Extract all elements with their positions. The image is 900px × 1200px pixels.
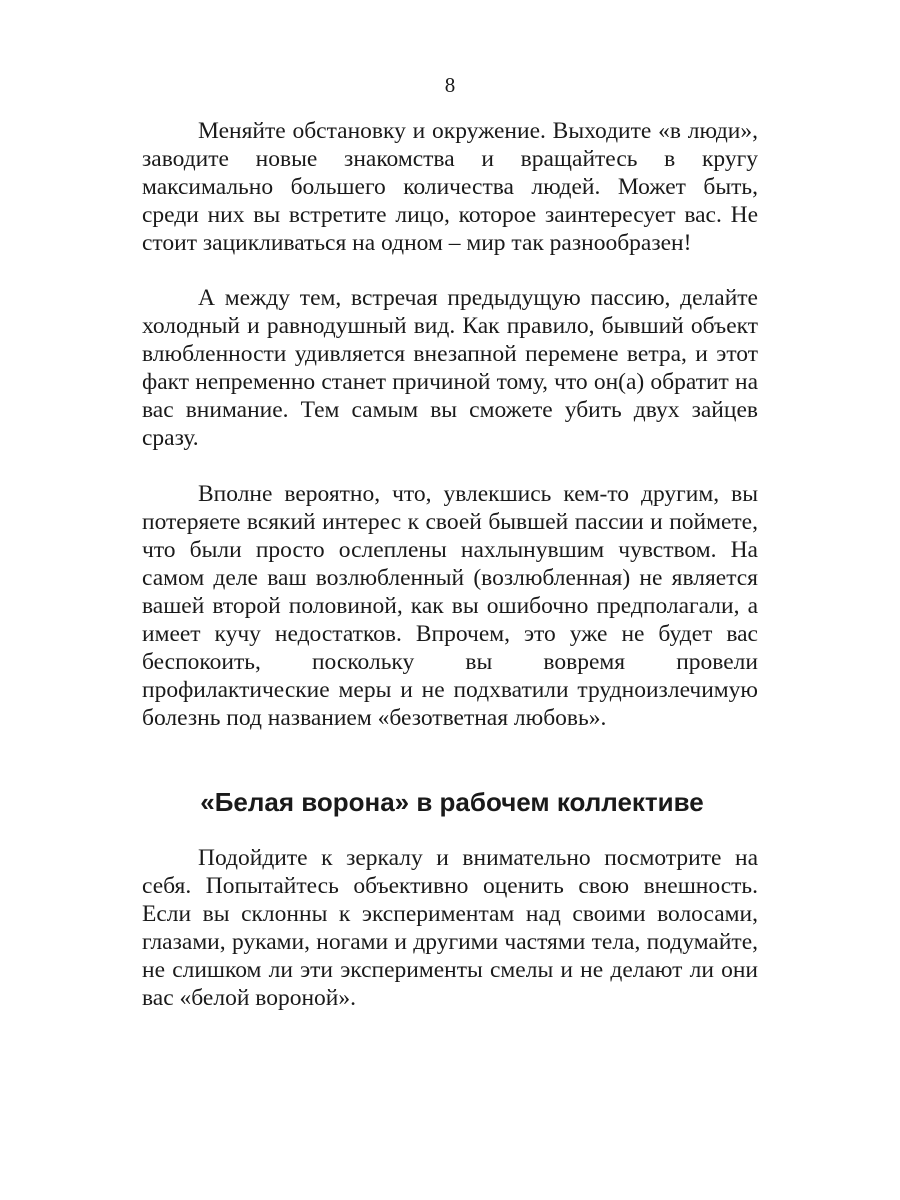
paragraph-2: А между тем, встречая предыдущую пассию, делайте холодный и равнодушный вид. Как правило, бывший объект влюбленности удивляется внезапной перемене ветра, и этот факт непременно станет причиной тому, что он(а) обратит на вас внимание. Тем самым вы сможете убить двух зайцев сразу.	[142, 285, 758, 451]
section-heading: «Белая ворона» в рабочем коллективе	[200, 787, 704, 817]
paragraph-1: Меняйте обстановку и окружение. Выходите «в люди», заводите новые знакомства и вращайтесь в кругу максимально большего количества людей. Может быть, среди них вы встретите лицо, которое заинтересует вас. Не стоит зацикливаться на одном – мир так разнообразен!	[142, 118, 758, 256]
section-paragraph: Подойдите к зеркалу и внимательно посмотрите на себя. Попытайтесь объективно оценить свою внешность. Если вы склонны к экспериментам над своими волосами, глазами, руками, ногами и другими частями тела, подумайте, не слишком ли эти эксперименты смелы и не делают ли они вас «белой вороной».	[142, 845, 758, 1011]
paragraph-3: Вполне вероятно, что, увлекшись кем-то другим, вы потеряете всякий интерес к своей бывшей пассии и поймете, что были просто ослеплены нахлынувшим чувством. На самом деле ваш возлюбленный (возлюбленная) не является вашей второй половиной, как вы ошибочно предполагали, а имеет кучу недостатков. Впрочем, это уже не будет вас беспокоить, поскольку вы вовремя провели профилактические меры и не подхватили трудноизлечимую болезнь под названием «безответная любовь».	[142, 481, 758, 731]
page-number: 8	[444, 73, 456, 97]
